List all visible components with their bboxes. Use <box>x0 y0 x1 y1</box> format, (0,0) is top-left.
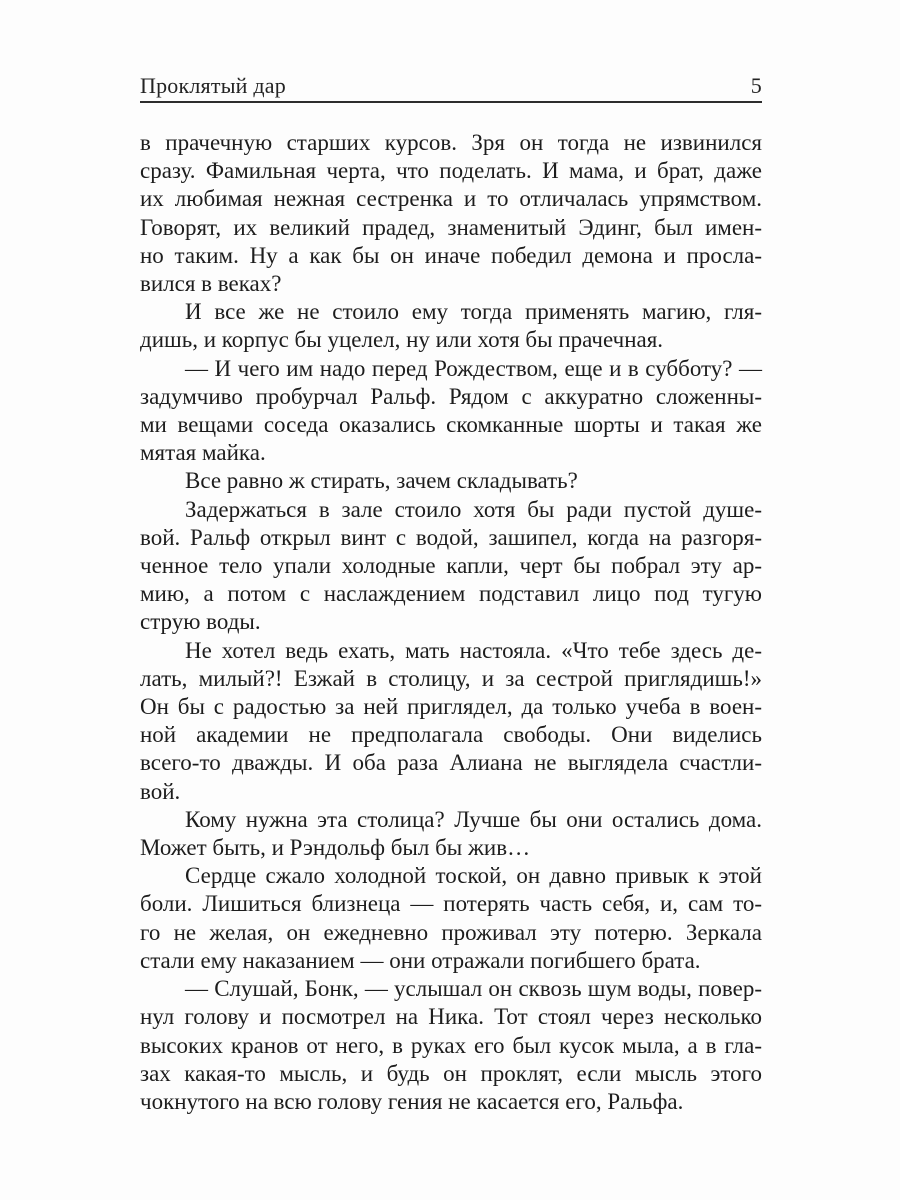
text-line: Все равно ж стирать, зачем складывать? <box>185 468 578 494</box>
text-line: нул голову и посмотрел на Ника. Тот стоял через несколько <box>140 1004 762 1030</box>
text-line: высоких кранов от него, в руках его был кусок мыла, а в гла- <box>140 1032 762 1058</box>
paragraph <box>140 129 762 298</box>
text-line: задумчиво пробурчал Ральф. Рядом с аккуратно сложенны- <box>140 383 762 409</box>
text-line: их любимая нежная сестренка и то отличалась упрямством. <box>140 186 762 212</box>
text-line: го не желая, он ежедневно проживал эту потерю. Зеркала <box>140 919 762 945</box>
text-line: ченное тело упали холодные капли, черт бы побрал эту ар- <box>140 553 762 579</box>
text-line: вился в веках? <box>140 271 282 297</box>
text-line: дишь, и корпус бы уцелел, ну или хотя бы прачечная. <box>140 327 664 353</box>
paragraph <box>140 975 762 1116</box>
header-rule <box>140 101 762 103</box>
paragraph <box>140 496 762 637</box>
text-line: боли. Лишиться близнеца — потерять часть себя, и, сам то- <box>140 891 762 917</box>
text-line: стали ему наказанием — они отражали погибшего брата. <box>140 947 701 973</box>
body-text <box>140 129 762 1116</box>
text-line: мию, а потом с наслаждением подставил лицо под тугую <box>140 581 762 607</box>
paragraph <box>140 467 762 495</box>
running-header <box>140 74 762 98</box>
text-line: — И чего им надо перед Рождеством, еще и в субботу? — <box>185 355 762 381</box>
text-line: Сердце сжало холодной тоской, он давно привык к этой <box>185 863 762 889</box>
text-line: лать, милый?! Езжай в столицу, и за сестрой приглядишь!» <box>140 665 762 691</box>
text-line: ной академии не предполагала свободы. Они виделись <box>140 722 762 748</box>
text-line: Задержаться в зале стоило хотя бы ради пустой душе- <box>185 496 762 522</box>
text-line: сразу. Фамильная черта, что поделать. И мама, и брат, даже <box>140 158 762 184</box>
paragraph <box>140 355 762 468</box>
text-line: Кому нужна эта столица? Лучше бы они остались дома. <box>185 806 762 832</box>
paragraph <box>140 806 762 862</box>
text-line: Может быть, и Рэндольф был бы жив… <box>140 835 531 861</box>
paragraph <box>140 637 762 806</box>
text-line: в прачечную старших курсов. Зря он тогда не извинился <box>140 130 762 155</box>
running-title: Проклятый дар <box>140 73 286 98</box>
text-line: но таким. Ну а как бы он иначе победил демона и просла- <box>140 242 762 268</box>
text-line: Он бы с радостью за ней приглядел, да только учеба в воен- <box>140 694 762 720</box>
text-line: И все же не стоило ему тогда применять магию, гля- <box>185 299 762 325</box>
text-line: зах какая-то мысль, и будь он проклят, если мысль этого <box>140 1060 762 1086</box>
text-line: — Слушай, Бонк, — услышал он сквозь шум воды, повер- <box>185 976 762 1002</box>
paragraph <box>140 862 762 975</box>
page-number: 5 <box>750 73 762 98</box>
text-line: ми вещами соседа оказались скомканные шорты и такая же <box>140 412 762 438</box>
text-line: мятая майка. <box>140 440 266 466</box>
paragraph <box>140 298 762 354</box>
text-line: вой. Ральф открыл винт с водой, зашипел, когда на разгоря- <box>140 524 762 550</box>
text-line: струю воды. <box>140 609 261 635</box>
text-line: Говорят, их великий прадед, знаменитый Эдинг, был имен- <box>140 214 762 240</box>
text-line: чокнутого на всю голову гения не касается его, Ральфа. <box>140 1088 684 1114</box>
text-line: вой. <box>140 778 181 804</box>
text-line: всего-то дважды. И оба раза Алиана не выглядела счастли- <box>140 750 762 776</box>
text-line: Не хотел ведь ехать, мать настояла. «Что тебе здесь де- <box>185 637 762 663</box>
